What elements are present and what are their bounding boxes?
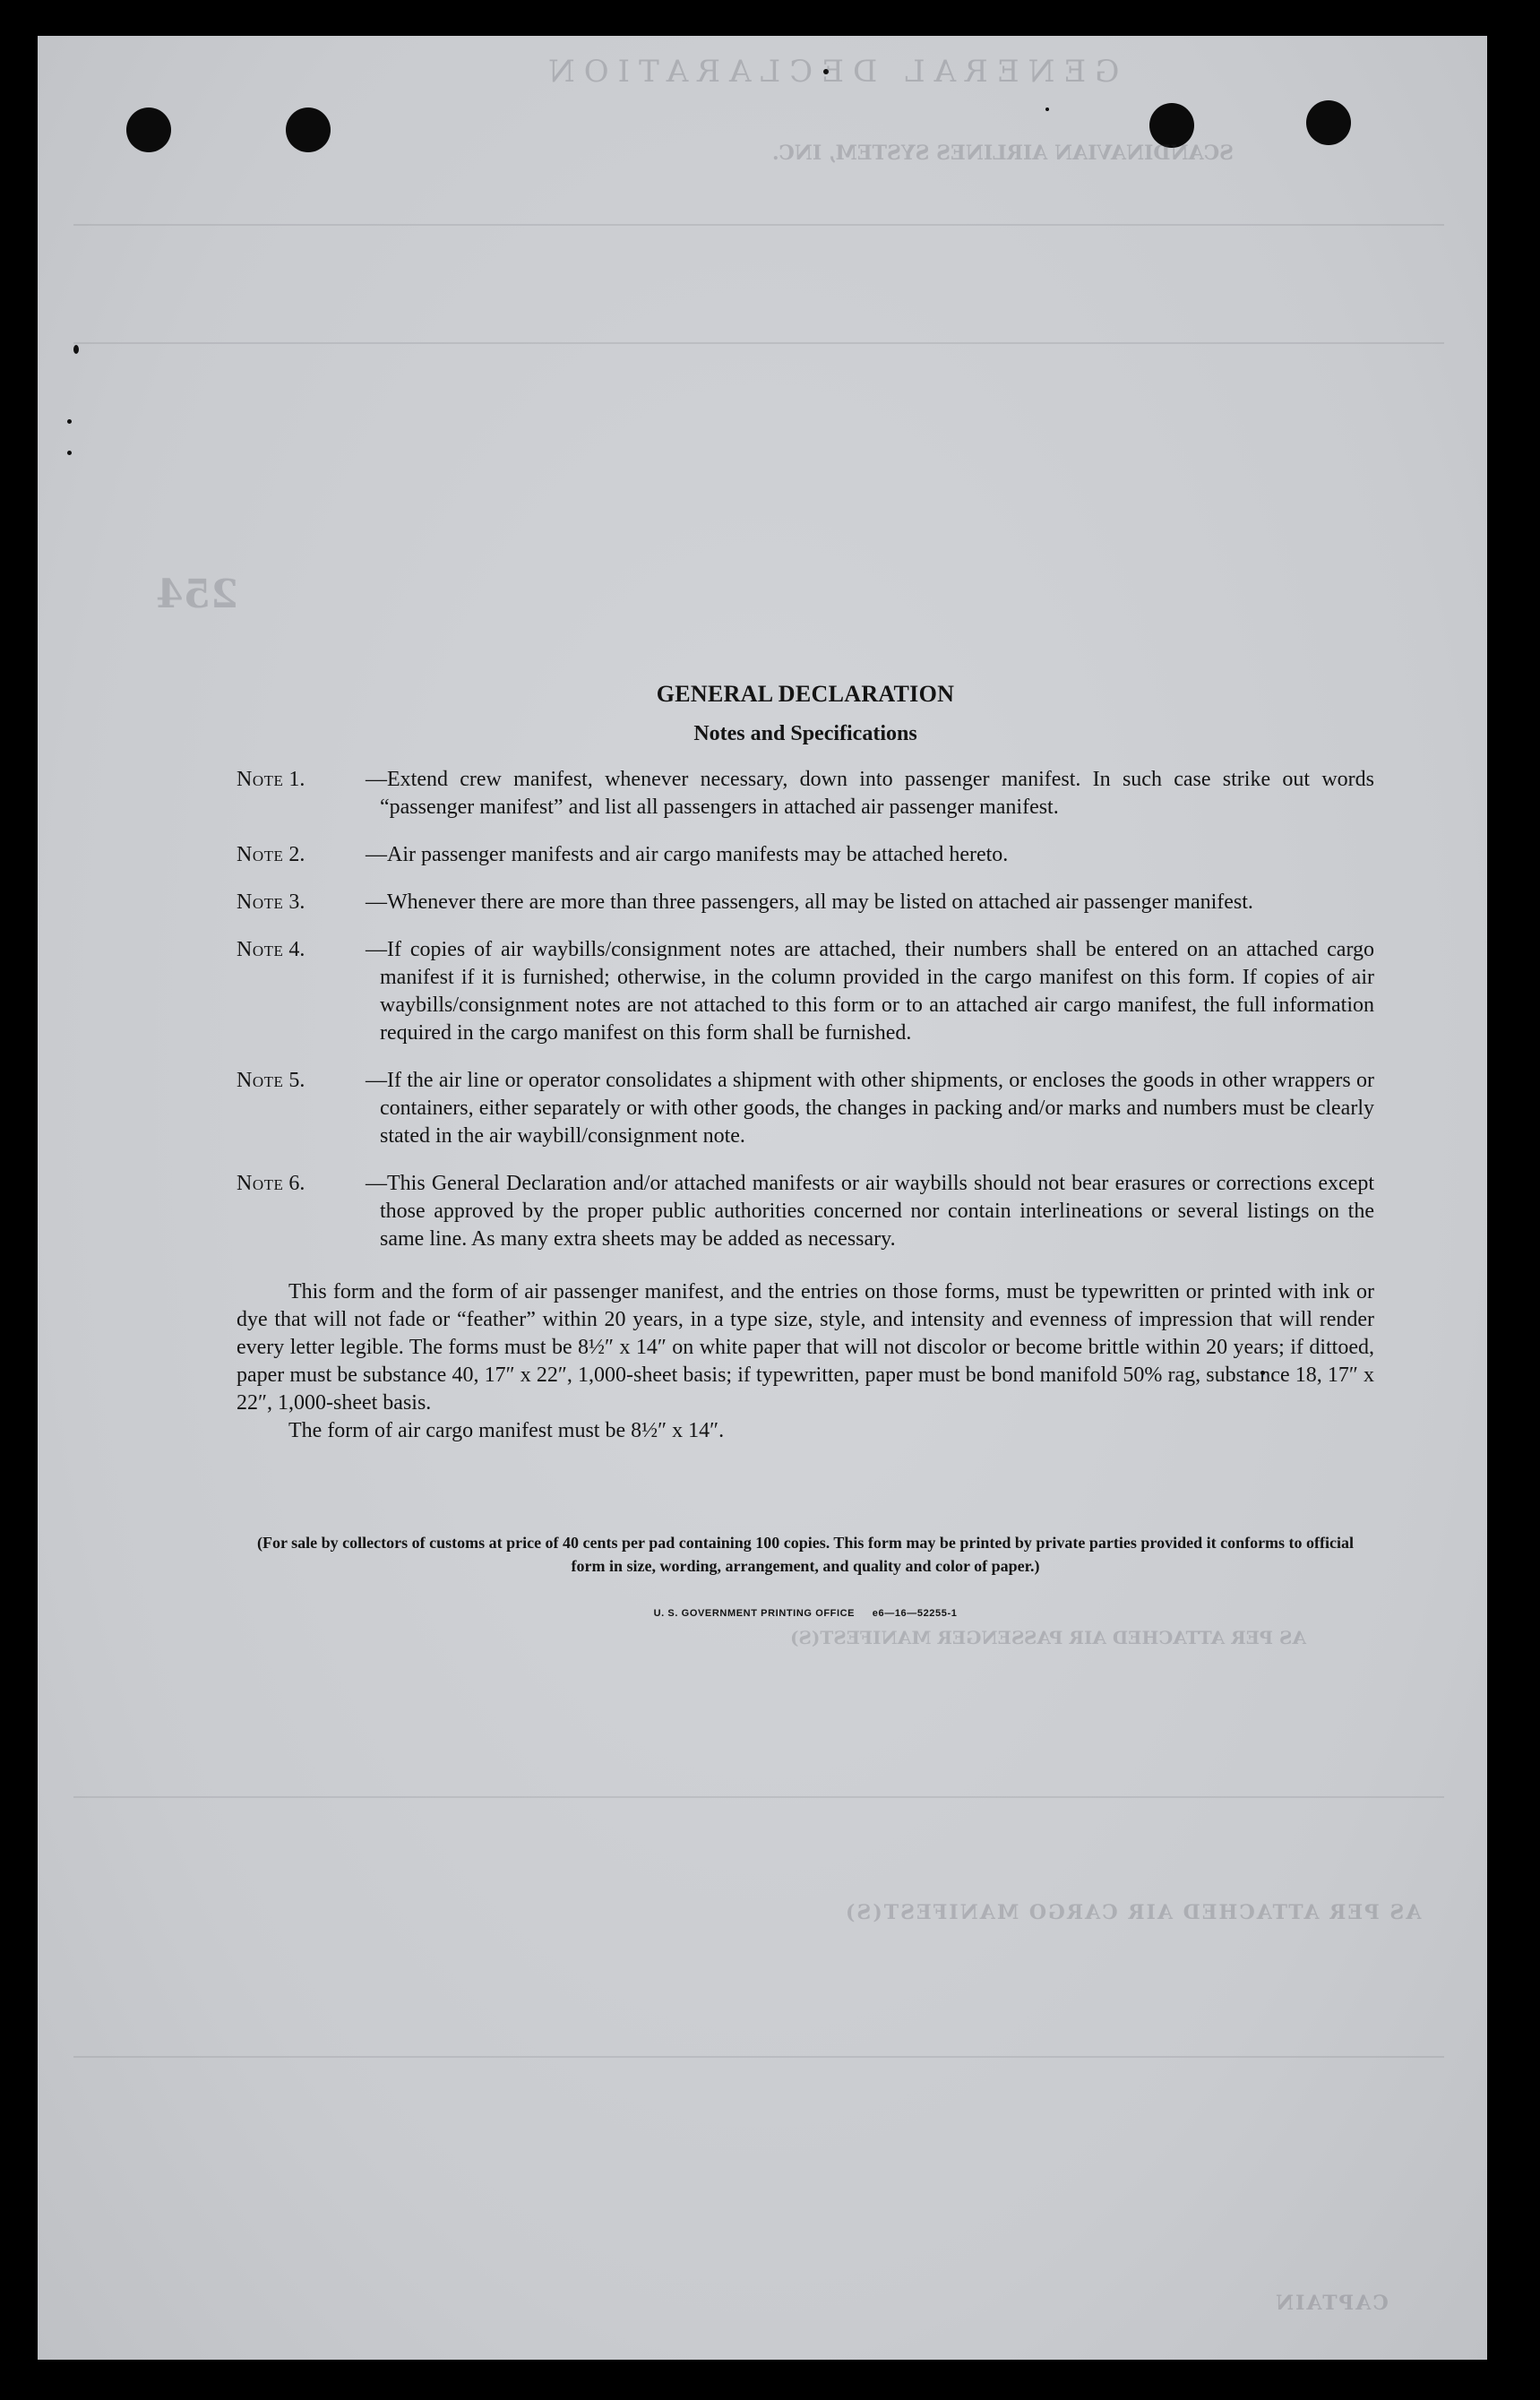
- note-text: —If the air line or operator consolidates a shipment with other shipments, or encloses the goods in other wrappers or containers, either separately or with other goods, the changes in packing and/or marks and numbers must be clearly stated in the air waybill/consignment note.: [366, 1069, 1374, 1148]
- note-text: —Whenever there are more than three passengers, all may be listed on attached air passenger manifest.: [366, 890, 1253, 914]
- note-text: —If copies of air waybills/consignment notes are attached, their numbers shall be entered on an attached cargo manifest if it is furnished; otherwise, in the column provided in the cargo manifest on this form. If copies of air waybills/consignment notes are not attached to this form or to an attached air cargo manifest, the full information required in the cargo manifest on this form shall be furnished.: [366, 938, 1374, 1045]
- bleed-through-rule: [73, 224, 1444, 226]
- ink-speck: [73, 345, 79, 354]
- note-5: [237, 1067, 1374, 1150]
- note-label: Note 1.: [237, 768, 305, 791]
- note-text: —Extend crew manifest, whenever necessary, down into passenger manifest. In such case strike out words “passenger manifest” and list all passengers in attached air passenger manifest.: [366, 768, 1374, 819]
- note-label: Note 6.: [237, 1172, 305, 1195]
- note-label: Note 3.: [237, 890, 305, 914]
- note-2: [237, 841, 1374, 869]
- cargo-manifest-size-line: The form of air cargo manifest must be 8½″ x 14″.: [288, 1419, 725, 1442]
- note-label: Note 4.: [237, 938, 305, 961]
- note-6: [237, 1170, 1374, 1253]
- note-4: [237, 936, 1374, 1047]
- note-1: [237, 766, 1374, 822]
- note-3: [237, 889, 1374, 916]
- note-label: Note 5.: [237, 1069, 305, 1092]
- bleed-through-airline: SCANDINAVIAN AIRLINES SYSTEM, INC.: [772, 142, 1235, 165]
- ink-speck: [67, 419, 72, 424]
- note-label: Note 2.: [237, 843, 305, 866]
- bleed-through-passenger-note: AS PER ATTACHED AIR PASSENGER MANIFEST(S): [790, 1627, 1306, 1648]
- bleed-through-signature-label: CAPTAIN: [1274, 2292, 1389, 2315]
- ink-speck: [1045, 108, 1049, 111]
- bleed-through-number: 254: [156, 572, 238, 617]
- document-page: [38, 36, 1487, 2360]
- punch-hole-2: [286, 108, 331, 152]
- notes-and-specifications: [237, 681, 1374, 1619]
- printer-name: U. S. GOVERNMENT PRINTING OFFICE: [653, 1608, 856, 1619]
- punch-hole-4: [1306, 100, 1351, 145]
- page-subtitle: Notes and Specifications: [693, 722, 917, 745]
- form-specification-paragraph: This form and the form of air passenger manifest, and the entries on those forms, must be typewritten or printed with ink or dye that will not fade or “feather” within 20 years, in a type size, style, and intensity and evenness of impression that will render every letter legible. The forms must be 8½″ x 14″ on white paper that will not discolor or become brittle within 20 years; if dittoed, paper must be substance 40, 17″ x 22″, 1,000-sheet basis; if typewritten, paper must be bond manifold 50% rag, substance 18, 17″ x 22″, 1,000-sheet basis.: [237, 1280, 1374, 1415]
- bleed-through-rule: [73, 1796, 1444, 1798]
- page-title: GENERAL DECLARATION: [656, 681, 955, 707]
- note-text: —Air passenger manifests and air cargo manifests may be attached hereto.: [366, 843, 1009, 866]
- printer-imprint: [237, 1608, 1374, 1619]
- punch-hole-1: [126, 108, 171, 152]
- ink-speck: [67, 451, 72, 455]
- printer-code: e6—16—52255-1: [872, 1608, 958, 1619]
- bleed-through-rule: [73, 342, 1444, 344]
- bleed-through-rule: [73, 2056, 1444, 2058]
- bleed-through-heading: GENERAL DECLARATION: [539, 54, 1120, 90]
- sale-notice: (For sale by collectors of customs at price of 40 cents per pad containing 100 copies. This form may be printed by private parties provided it conforms to official form in size, wording, arrangement, and quality and color of paper.): [256, 1534, 1355, 1575]
- note-text: —This General Declaration and/or attached manifests or air waybills should not bear erasures or corrections except those approved by the proper public authorities concerned nor contain interlineations or several listings on the same line. As many extra sheets may be added as necessary.: [366, 1172, 1374, 1251]
- bleed-through-cargo-note: AS PER ATTACHED AIR CARGO MANIFEST(S): [844, 1901, 1422, 1924]
